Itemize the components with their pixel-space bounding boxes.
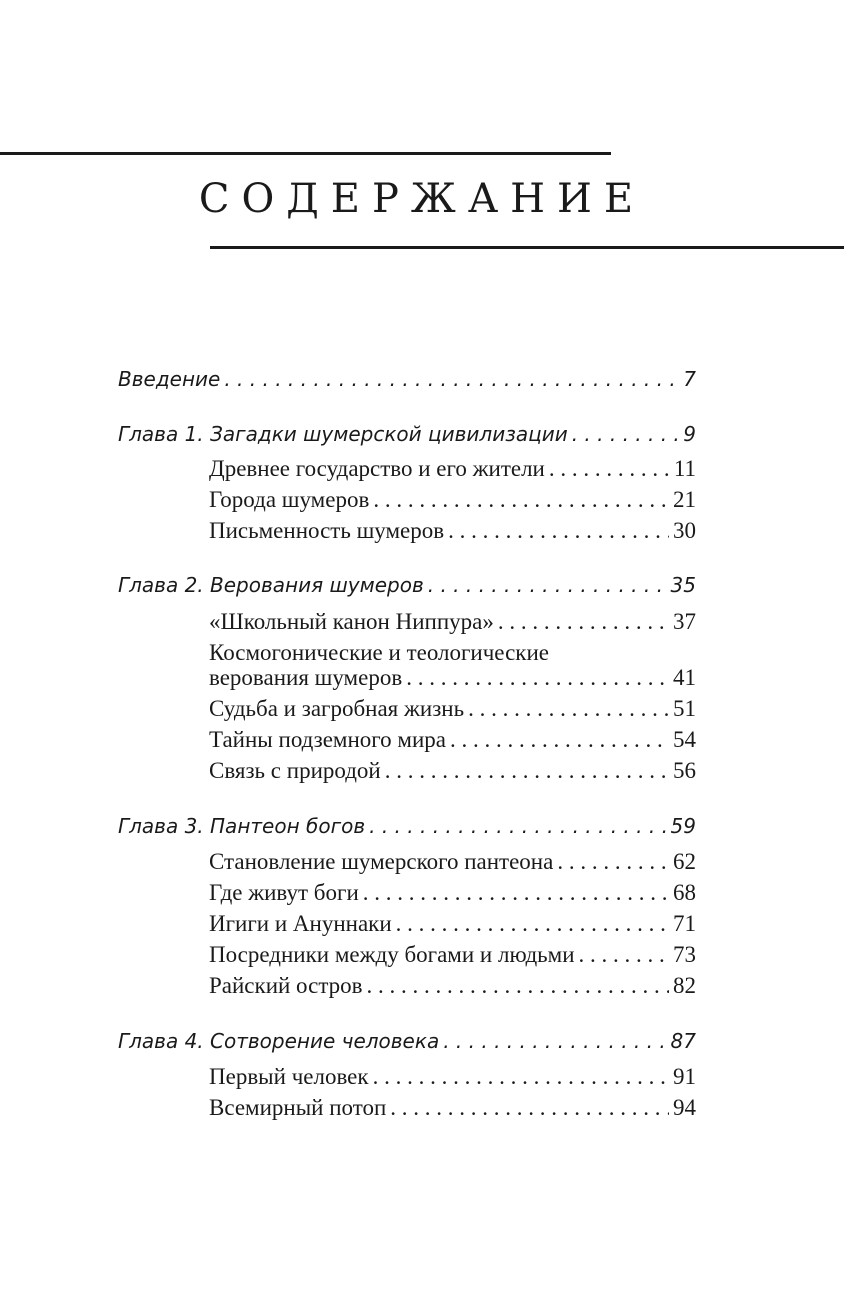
toc-entry-label: Введение (118, 367, 221, 391)
toc-entry-page: 59 (670, 814, 696, 838)
dot-leader (367, 972, 669, 1000)
toc-entry-label: верования шумеров (209, 665, 403, 690)
toc-entry-chapter-4[interactable] (118, 1027, 696, 1055)
dot-leader (390, 1094, 669, 1122)
dot-leader (572, 420, 680, 448)
toc-entry-label: Где живут боги (209, 880, 359, 905)
toc-entry[interactable] (209, 455, 696, 483)
toc-entry-label: Всемирный потоп (209, 1095, 387, 1120)
toc-entry[interactable] (209, 848, 696, 876)
dot-leader (549, 455, 670, 483)
toc-entry-label: Первый человек (209, 1064, 369, 1089)
dot-leader (498, 608, 669, 636)
toc-entry-page: 73 (673, 942, 696, 967)
toc-entry[interactable] (209, 757, 696, 785)
toc-entry-page: 11 (673, 456, 696, 481)
toc-entry-label: Становление шумерского пантеона (209, 849, 554, 874)
toc-entry-chapter-2[interactable] (118, 571, 696, 599)
toc-entry-page: 41 (673, 665, 696, 690)
toc-entry-page: 54 (673, 727, 696, 752)
toc-entry[interactable] (209, 941, 696, 969)
toc-entry-label: Древнее государство и его жители (209, 456, 545, 481)
dot-leader (369, 812, 666, 840)
toc-entry-label: «Школьный канон Ниппура» (209, 609, 494, 634)
toc-entry-page: 87 (670, 1029, 696, 1053)
page-title: СОДЕРЖАНИЕ (198, 176, 646, 222)
dot-leader (557, 848, 669, 876)
toc-entry[interactable] (209, 695, 696, 723)
toc-entry[interactable] (209, 664, 696, 692)
toc-entry[interactable] (209, 1063, 696, 1091)
toc-entry-label: Посредники между богами и людьми (209, 942, 575, 967)
toc-entry-page: 7 (683, 367, 696, 391)
toc-entry-label: Игиги и Ануннаки (209, 911, 392, 936)
toc-entry-label: Города шумеров (209, 487, 370, 512)
toc-entry-label: Глава 2. Верования шумеров (118, 573, 424, 597)
toc-entry-label: Письменность шумеров (209, 518, 445, 543)
dot-leader (443, 1027, 666, 1055)
toc-entry-label: Глава 1. Загадки шумерской цивилизации (118, 422, 568, 446)
toc-entry[interactable] (209, 517, 696, 545)
toc-entry[interactable] (209, 608, 696, 636)
toc-entry-label: Судьба и загробная жизнь (209, 696, 465, 721)
dot-leader (450, 726, 669, 754)
toc-entry-label-line1: Космогонические и теологические (209, 640, 549, 665)
toc-entry-chapter-1[interactable] (118, 420, 696, 448)
toc-entry-chapter-3[interactable] (118, 812, 696, 840)
toc-entry[interactable] (209, 910, 696, 938)
toc-entry-page: 82 (673, 973, 696, 998)
dot-leader (224, 365, 679, 393)
dot-leader (468, 695, 669, 723)
toc-entry-page: 30 (673, 518, 696, 543)
toc-entry-label: Связь с природой (209, 758, 381, 783)
toc-entry-label: Глава 3. Пантеон богов (118, 814, 366, 838)
toc-entry[interactable] (209, 486, 696, 514)
toc-entry-page: 21 (673, 487, 696, 512)
toc-entry-introduction[interactable] (118, 365, 696, 393)
toc-entry[interactable] (209, 972, 696, 1000)
dot-leader (385, 757, 669, 785)
toc-entry[interactable] (209, 1094, 696, 1122)
dot-leader (373, 486, 669, 514)
toc-entry-page: 37 (673, 609, 696, 634)
dot-leader (448, 517, 669, 545)
toc-entry-page: 91 (673, 1064, 696, 1089)
toc-entry-page: 35 (670, 573, 696, 597)
dot-leader (579, 941, 669, 969)
toc-entry-page: 94 (673, 1095, 696, 1120)
dot-leader (396, 910, 669, 938)
bottom-rule (210, 246, 844, 249)
toc-entry[interactable] (209, 726, 696, 754)
dot-leader (363, 879, 669, 907)
dot-leader (428, 571, 667, 599)
toc-entry-label: Глава 4. Сотворение человека (118, 1029, 440, 1053)
dot-leader (406, 664, 669, 692)
toc-entry-page: 9 (683, 422, 696, 446)
toc-entry-page: 68 (673, 880, 696, 905)
toc-entry-label: Тайны подземного мира (209, 727, 446, 752)
toc-entry-page: 56 (673, 758, 696, 783)
dot-leader (373, 1063, 669, 1091)
toc-entry-page: 51 (673, 696, 696, 721)
toc-entry[interactable] (209, 879, 696, 907)
toc-entry-page: 71 (673, 911, 696, 936)
toc-entry-label: Райский остров (209, 973, 363, 998)
top-rule (0, 152, 611, 155)
toc-entry-page: 62 (673, 849, 696, 874)
